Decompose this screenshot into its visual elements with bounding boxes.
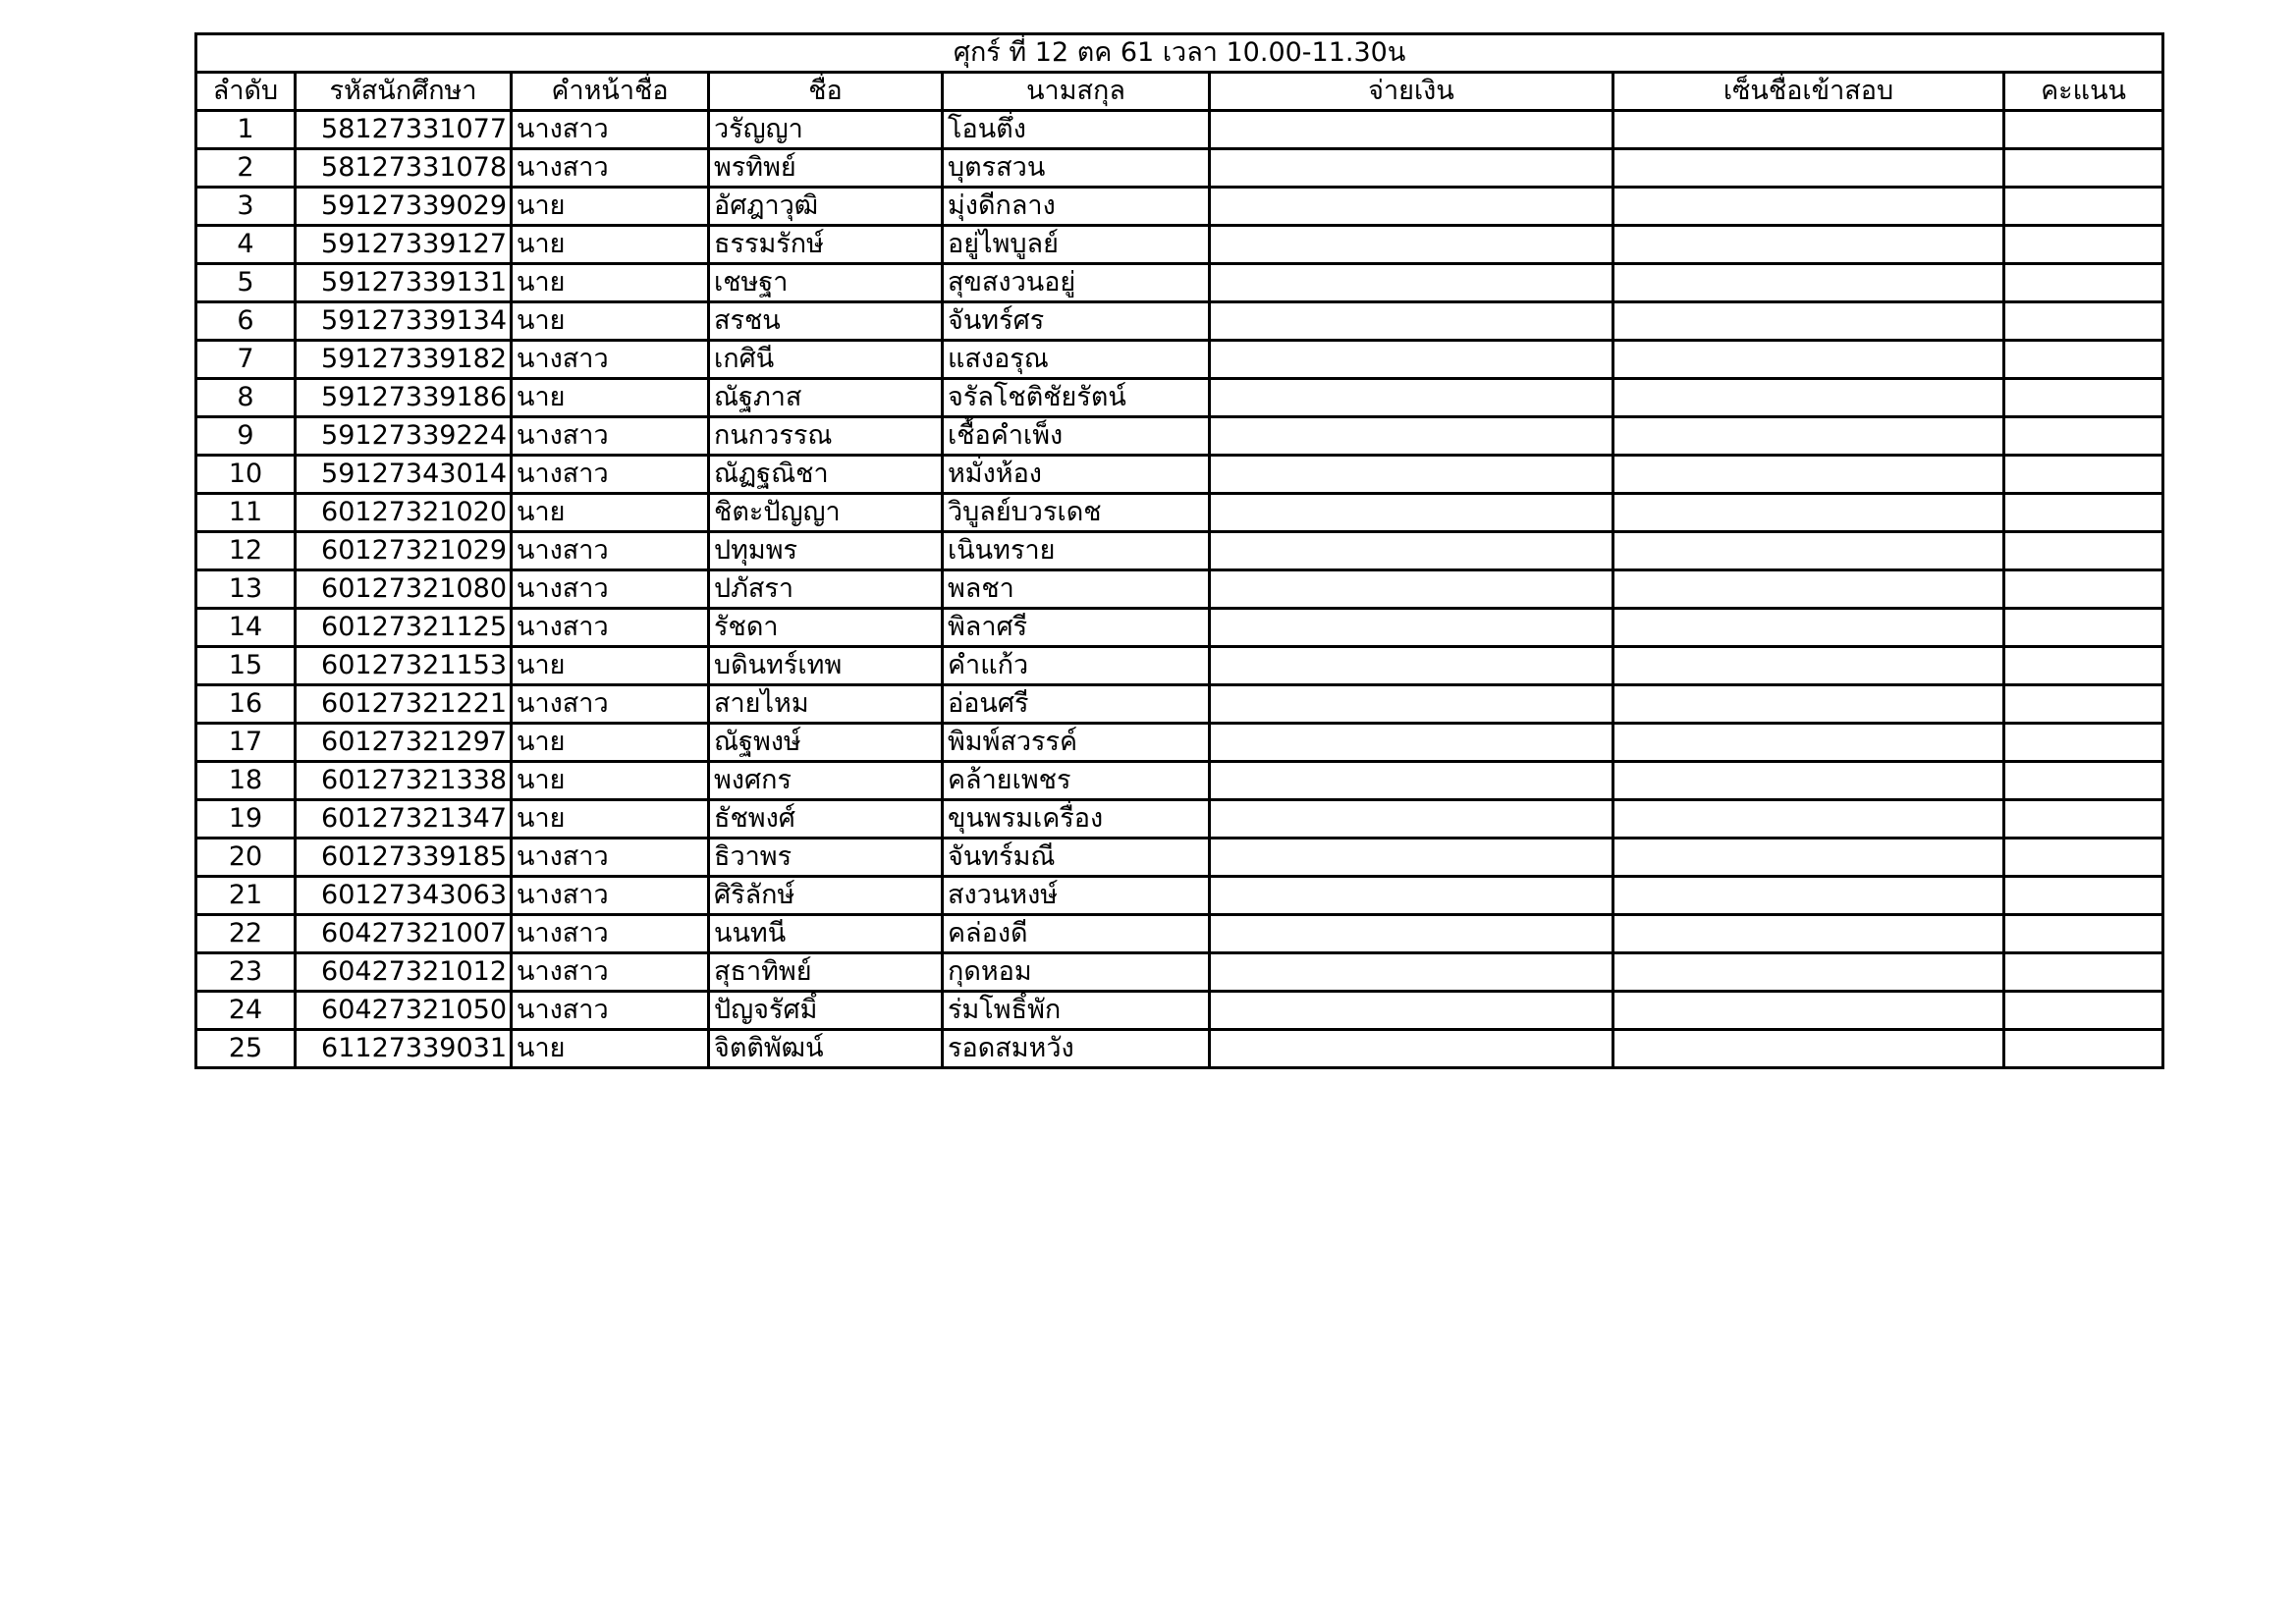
cell-no: 19 <box>196 800 296 839</box>
cell-no: 4 <box>196 226 296 264</box>
cell-no: 16 <box>196 685 296 724</box>
table-row <box>196 341 2163 379</box>
cell-no: 21 <box>196 877 296 915</box>
cell-no: 5 <box>196 264 296 302</box>
cell-student-id: 59127343014 <box>296 456 512 494</box>
cell-score[interactable] <box>2004 609 2163 647</box>
cell-first-name: รัชดา <box>709 609 943 647</box>
sheet-title: ศุกร์ ที่ 12 ตค 61 เวลา 10.00-11.30น <box>196 34 2163 73</box>
cell-no: 9 <box>196 417 296 456</box>
cell-student-id: 60127321029 <box>296 532 512 570</box>
cell-prefix: นางสาว <box>512 149 709 188</box>
cell-prefix: นางสาว <box>512 839 709 877</box>
cell-prefix: นางสาว <box>512 111 709 149</box>
cell-payment[interactable] <box>1210 724 1613 762</box>
cell-last-name: พิมพ์สวรรค์ <box>943 724 1210 762</box>
cell-student-id: 58127331078 <box>296 149 512 188</box>
header-first-name: ชื่อ <box>709 73 943 111</box>
cell-last-name: คำแก้ว <box>943 647 1210 685</box>
cell-last-name: อ่อนศรี <box>943 685 1210 724</box>
cell-student-id: 60427321050 <box>296 992 512 1030</box>
cell-signature[interactable] <box>1613 1030 2004 1068</box>
cell-payment[interactable] <box>1210 762 1613 800</box>
cell-signature[interactable] <box>1613 877 2004 915</box>
cell-first-name: นนทนี <box>709 915 943 953</box>
header-row <box>196 73 2163 111</box>
cell-first-name: เชษฐา <box>709 264 943 302</box>
cell-payment[interactable] <box>1210 532 1613 570</box>
cell-first-name: ชิตะปัญญา <box>709 494 943 532</box>
cell-score[interactable] <box>2004 456 2163 494</box>
cell-student-id: 59127339131 <box>296 264 512 302</box>
cell-last-name: จันทร์มณี <box>943 839 1210 877</box>
cell-signature[interactable] <box>1613 379 2004 417</box>
cell-signature[interactable] <box>1613 839 2004 877</box>
cell-signature[interactable] <box>1613 762 2004 800</box>
cell-prefix: นาย <box>512 762 709 800</box>
cell-student-id: 59127339224 <box>296 417 512 456</box>
cell-prefix: นางสาว <box>512 456 709 494</box>
cell-no: 22 <box>196 915 296 953</box>
cell-first-name: อัศฎาวุฒิ <box>709 188 943 226</box>
cell-prefix: นางสาว <box>512 915 709 953</box>
cell-prefix: นาย <box>512 1030 709 1068</box>
cell-last-name: คล่องดี <box>943 915 1210 953</box>
cell-signature[interactable] <box>1613 609 2004 647</box>
cell-first-name: พรทิพย์ <box>709 149 943 188</box>
cell-last-name: พลชา <box>943 570 1210 609</box>
header-payment: จ่ายเงิน <box>1210 73 1613 111</box>
cell-no: 15 <box>196 647 296 685</box>
cell-score[interactable] <box>2004 226 2163 264</box>
cell-score[interactable] <box>2004 915 2163 953</box>
table-row <box>196 685 2163 724</box>
table-row <box>196 839 2163 877</box>
cell-score[interactable] <box>2004 494 2163 532</box>
cell-student-id: 60127321297 <box>296 724 512 762</box>
table-row <box>196 992 2163 1030</box>
cell-payment[interactable] <box>1210 149 1613 188</box>
cell-last-name: เชื้อคำเพ็ง <box>943 417 1210 456</box>
cell-last-name: หมั่งห้อง <box>943 456 1210 494</box>
cell-score[interactable] <box>2004 111 2163 149</box>
cell-payment[interactable] <box>1210 417 1613 456</box>
cell-first-name: ปภัสรา <box>709 570 943 609</box>
cell-no: 14 <box>196 609 296 647</box>
table-row <box>196 724 2163 762</box>
cell-prefix: นางสาว <box>512 570 709 609</box>
cell-signature[interactable] <box>1613 417 2004 456</box>
cell-no: 25 <box>196 1030 296 1068</box>
cell-signature[interactable] <box>1613 953 2004 992</box>
cell-first-name: ณัฐพงษ์ <box>709 724 943 762</box>
cell-score[interactable] <box>2004 685 2163 724</box>
cell-signature[interactable] <box>1613 111 2004 149</box>
cell-signature[interactable] <box>1613 915 2004 953</box>
cell-prefix: นาย <box>512 379 709 417</box>
cell-first-name: สรชน <box>709 302 943 341</box>
cell-payment[interactable] <box>1210 877 1613 915</box>
cell-student-id: 61127339031 <box>296 1030 512 1068</box>
cell-payment[interactable] <box>1210 800 1613 839</box>
cell-payment[interactable] <box>1210 1030 1613 1068</box>
table-row <box>196 264 2163 302</box>
cell-payment[interactable] <box>1210 494 1613 532</box>
cell-prefix: นาย <box>512 800 709 839</box>
cell-score[interactable] <box>2004 417 2163 456</box>
cell-payment[interactable] <box>1210 915 1613 953</box>
table-row <box>196 111 2163 149</box>
cell-score[interactable] <box>2004 341 2163 379</box>
cell-score[interactable] <box>2004 264 2163 302</box>
cell-signature[interactable] <box>1613 302 2004 341</box>
cell-student-id: 60127321347 <box>296 800 512 839</box>
cell-signature[interactable] <box>1613 647 2004 685</box>
cell-student-id: 60127321125 <box>296 609 512 647</box>
table-row <box>196 379 2163 417</box>
title-row <box>196 34 2163 73</box>
cell-last-name: โอนตึ่ง <box>943 111 1210 149</box>
cell-last-name: จันทร์ศร <box>943 302 1210 341</box>
table-row <box>196 149 2163 188</box>
cell-prefix: นางสาว <box>512 341 709 379</box>
cell-first-name: ณัฐภาส <box>709 379 943 417</box>
cell-score[interactable] <box>2004 800 2163 839</box>
cell-signature[interactable] <box>1613 685 2004 724</box>
cell-last-name: รอดสมหวัง <box>943 1030 1210 1068</box>
cell-signature[interactable] <box>1613 264 2004 302</box>
cell-student-id: 60127321153 <box>296 647 512 685</box>
cell-student-id: 60127321221 <box>296 685 512 724</box>
cell-last-name: อยู่ไพบูลย์ <box>943 226 1210 264</box>
cell-first-name: ธรรมรักษ์ <box>709 226 943 264</box>
cell-student-id: 60127321020 <box>296 494 512 532</box>
cell-payment[interactable] <box>1210 685 1613 724</box>
table-row <box>196 417 2163 456</box>
cell-student-id: 60127343063 <box>296 877 512 915</box>
cell-prefix: นางสาว <box>512 609 709 647</box>
cell-no: 17 <box>196 724 296 762</box>
cell-prefix: นาย <box>512 264 709 302</box>
cell-score[interactable] <box>2004 1030 2163 1068</box>
cell-score[interactable] <box>2004 379 2163 417</box>
header-student-id: รหัสนักศึกษา <box>296 73 512 111</box>
table-row <box>196 570 2163 609</box>
header-prefix: คำหน้าชื่อ <box>512 73 709 111</box>
table-row <box>196 188 2163 226</box>
cell-last-name: จรัลโชติชัยรัตน์ <box>943 379 1210 417</box>
cell-no: 12 <box>196 532 296 570</box>
cell-no: 20 <box>196 839 296 877</box>
cell-signature[interactable] <box>1613 341 2004 379</box>
cell-score[interactable] <box>2004 647 2163 685</box>
cell-no: 13 <box>196 570 296 609</box>
cell-payment[interactable] <box>1210 111 1613 149</box>
cell-student-id: 60127339185 <box>296 839 512 877</box>
cell-signature[interactable] <box>1613 226 2004 264</box>
cell-last-name: ขุนพรมเครื่อง <box>943 800 1210 839</box>
cell-student-id: 59127339029 <box>296 188 512 226</box>
table-body <box>196 111 2163 1068</box>
cell-no: 2 <box>196 149 296 188</box>
cell-first-name: ปัญจรัศมิ์ <box>709 992 943 1030</box>
cell-signature[interactable] <box>1613 992 2004 1030</box>
exam-attendance-table <box>194 32 2164 1069</box>
cell-payment[interactable] <box>1210 264 1613 302</box>
cell-payment[interactable] <box>1210 992 1613 1030</box>
table-row <box>196 953 2163 992</box>
table-row <box>196 226 2163 264</box>
cell-signature[interactable] <box>1613 494 2004 532</box>
cell-no: 23 <box>196 953 296 992</box>
cell-student-id: 59127339127 <box>296 226 512 264</box>
cell-student-id: 59127339134 <box>296 302 512 341</box>
cell-student-id: 60427321012 <box>296 953 512 992</box>
cell-signature[interactable] <box>1613 188 2004 226</box>
cell-last-name: วิบูลย์บวรเดช <box>943 494 1210 532</box>
cell-first-name: พงศกร <box>709 762 943 800</box>
cell-signature[interactable] <box>1613 456 2004 494</box>
cell-prefix: นางสาว <box>512 877 709 915</box>
cell-payment[interactable] <box>1210 839 1613 877</box>
cell-first-name: สายไหม <box>709 685 943 724</box>
cell-first-name: ธัชพงศ์ <box>709 800 943 839</box>
cell-score[interactable] <box>2004 839 2163 877</box>
table-row <box>196 877 2163 915</box>
cell-payment[interactable] <box>1210 647 1613 685</box>
cell-first-name: ศิริลักษ์ <box>709 877 943 915</box>
cell-no: 7 <box>196 341 296 379</box>
table-row <box>196 456 2163 494</box>
cell-student-id: 60127321080 <box>296 570 512 609</box>
table-row <box>196 1030 2163 1068</box>
cell-payment[interactable] <box>1210 341 1613 379</box>
cell-prefix: นางสาว <box>512 532 709 570</box>
cell-no: 1 <box>196 111 296 149</box>
cell-score[interactable] <box>2004 724 2163 762</box>
cell-last-name: สงวนหงษ์ <box>943 877 1210 915</box>
cell-score[interactable] <box>2004 149 2163 188</box>
cell-last-name: บุตรสวน <box>943 149 1210 188</box>
cell-payment[interactable] <box>1210 379 1613 417</box>
header-signature: เซ็นชื่อเข้าสอบ <box>1613 73 2004 111</box>
cell-prefix: นางสาว <box>512 685 709 724</box>
cell-payment[interactable] <box>1210 226 1613 264</box>
cell-first-name: ณัฏฐณิชา <box>709 456 943 494</box>
cell-no: 8 <box>196 379 296 417</box>
cell-last-name: มุ่งดีกลาง <box>943 188 1210 226</box>
cell-no: 6 <box>196 302 296 341</box>
cell-prefix: นางสาว <box>512 953 709 992</box>
cell-first-name: จิตติพัฒน์ <box>709 1030 943 1068</box>
cell-student-id: 60427321007 <box>296 915 512 953</box>
cell-score[interactable] <box>2004 877 2163 915</box>
cell-score[interactable] <box>2004 992 2163 1030</box>
cell-first-name: เกศินี <box>709 341 943 379</box>
cell-first-name: ปทุมพร <box>709 532 943 570</box>
cell-score[interactable] <box>2004 570 2163 609</box>
cell-last-name: คล้ายเพชร <box>943 762 1210 800</box>
header-score: คะแนน <box>2004 73 2163 111</box>
cell-payment[interactable] <box>1210 609 1613 647</box>
cell-student-id: 59127339182 <box>296 341 512 379</box>
cell-first-name: ธิวาพร <box>709 839 943 877</box>
cell-prefix: นาย <box>512 647 709 685</box>
cell-prefix: นาย <box>512 188 709 226</box>
cell-first-name: วรัญญา <box>709 111 943 149</box>
cell-last-name: กุดหอม <box>943 953 1210 992</box>
table-row <box>196 762 2163 800</box>
cell-last-name: สุขสงวนอยู่ <box>943 264 1210 302</box>
table-row <box>196 647 2163 685</box>
cell-score[interactable] <box>2004 532 2163 570</box>
cell-no: 10 <box>196 456 296 494</box>
cell-first-name: กนกวรรณ <box>709 417 943 456</box>
cell-signature[interactable] <box>1613 532 2004 570</box>
cell-student-id: 60127321338 <box>296 762 512 800</box>
cell-last-name: ร่มโพธิ์พัก <box>943 992 1210 1030</box>
table-row <box>196 609 2163 647</box>
cell-prefix: นาย <box>512 494 709 532</box>
header-no: ลำดับ <box>196 73 296 111</box>
cell-first-name: บดินทร์เทพ <box>709 647 943 685</box>
cell-student-id: 59127339186 <box>296 379 512 417</box>
cell-prefix: นางสาว <box>512 992 709 1030</box>
header-last-name: นามสกุล <box>943 73 1210 111</box>
table-row <box>196 532 2163 570</box>
table-row <box>196 800 2163 839</box>
cell-last-name: เนินทราย <box>943 532 1210 570</box>
cell-score[interactable] <box>2004 302 2163 341</box>
table-row <box>196 302 2163 341</box>
cell-student-id: 58127331077 <box>296 111 512 149</box>
cell-first-name: สุธาทิพย์ <box>709 953 943 992</box>
cell-signature[interactable] <box>1613 724 2004 762</box>
cell-prefix: นาย <box>512 226 709 264</box>
cell-payment[interactable] <box>1210 953 1613 992</box>
table-row <box>196 915 2163 953</box>
cell-payment[interactable] <box>1210 570 1613 609</box>
cell-signature[interactable] <box>1613 149 2004 188</box>
cell-signature[interactable] <box>1613 570 2004 609</box>
cell-no: 18 <box>196 762 296 800</box>
cell-no: 3 <box>196 188 296 226</box>
cell-last-name: พิลาศรี <box>943 609 1210 647</box>
cell-payment[interactable] <box>1210 302 1613 341</box>
cell-prefix: นาย <box>512 724 709 762</box>
cell-signature[interactable] <box>1613 800 2004 839</box>
cell-score[interactable] <box>2004 762 2163 800</box>
cell-payment[interactable] <box>1210 188 1613 226</box>
cell-prefix: นางสาว <box>512 417 709 456</box>
cell-payment[interactable] <box>1210 456 1613 494</box>
cell-prefix: นาย <box>512 302 709 341</box>
cell-score[interactable] <box>2004 188 2163 226</box>
cell-no: 11 <box>196 494 296 532</box>
table-row <box>196 494 2163 532</box>
cell-no: 24 <box>196 992 296 1030</box>
cell-score[interactable] <box>2004 953 2163 992</box>
cell-last-name: แสงอรุณ <box>943 341 1210 379</box>
